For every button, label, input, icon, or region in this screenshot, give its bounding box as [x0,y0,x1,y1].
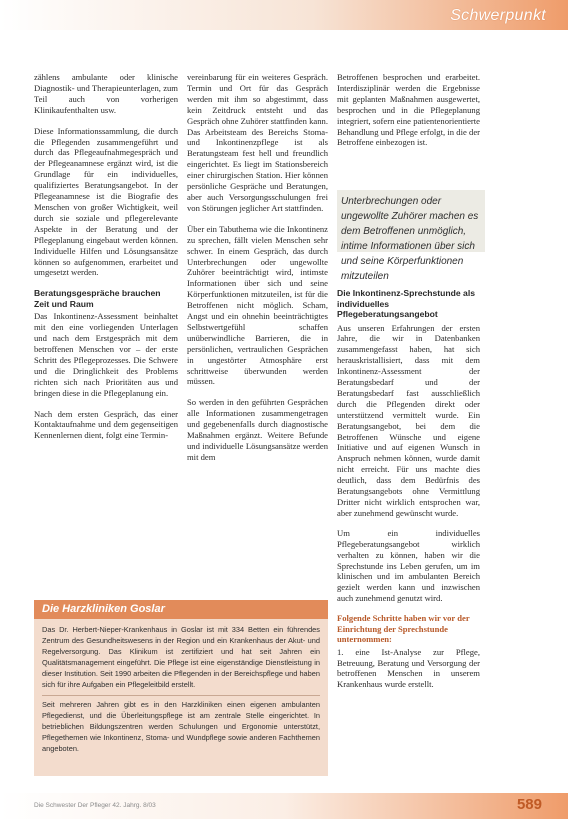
footer-publication: Die Schwester Der Pfleger 42. Jahrg. 8/03 [34,802,156,809]
page-number: 589 [516,796,542,813]
info-box [34,600,328,776]
paragraph: Nach dem ersten Gespräch, das einer Kontaktaufnahme und dem gegenseitigen Kennenlernen dient, folgt eine Termin- [34,408,178,441]
info-box-paragraph: Seit mehreren Jahren gibt es in den Harzkliniken einen eigenen ambulanten Pflegedienst, und die Überleitungspflege ist am zentrale Stelle eingerichtet. In betrieblichen Bildungszentren werden Schulungen und Ergonomie unterstützt, Pflegethemen wie Inkontinenz, Stoma- und Wundpflege sowie anderen Fachthemen angeboten. [42,700,320,754]
subheading: Beratungsgespräche brauchen Zeit und Raum [34,288,161,309]
paragraph: Das Inkontinenz-Assessment beinhaltet mit den eine vorliegenden Unterlagen und nach dem Erstgespräch mit dem betroffenen Menschen vor – der erste Schritt des Pflegeprozesses. Die Schwere und die Dringlichkeit des Problems richten sich nach Prioritäten aus und bringen diese in die Pflegeplanung ein. [34,311,178,398]
paragraph: Betroffenen besprochen und erarbeitet. Interdisziplinär werden die Ergebnisse mit geplanten Maßnahmen ausgewertet, besprochen und in die Pflegeplanung integriert, sofern eine patientenorientierte Behandlung und Pflege erfolgt, in die der Betroffene einbezogen ist. [337,72,480,148]
paragraph: Um ein individuelles Pflegeberatungsangebot wirklich verhalten zu können, haben wir die Sprechstunde ins Leben gerufen, um im klinischen und im ambulanten Bereich gezielt werden kann und inzwischen auch zunehmend genutzt wird. [337,527,480,604]
paragraph: Aus unseren Erfahrungen der ersten Jahre, die wir in Datenbanken zusammengefasst haben, hat sich herauskristallisiert, dass mit dem Inkontinenz-Assessment der Beratungsbedarf und der Beratungsbedarf fast ausschließlich durch die Pflegenden direkt oder unterstützend vermittelt wurde. Ein Beratungsangebot, bei dem die Betroffenen Wünsche und eigene Initiative und auf eigenen Wunsch in Anspruch nehmen können, wurde damit nicht erreicht. Für uns machte dies deutlich, dass dem Bedürfnis des Beratungsangebots ohne Vermittlung Dritter nicht wirklich entsprochen war, aber zunehmend gewünscht wurde. [337,322,480,518]
pull-quote: Unterbrechungen oder ungewollte Zuhörer machen es dem Betroffenen unmöglich, intime Informationen über sich und seine Körperfunktionen mitzuteilen [337,190,485,252]
column-1 [34,72,178,451]
paragraph: vereinbarung für ein weiteres Gespräch. Termin und Ort für das Gespräch werden mit ihm so abgestimmt, dass kein Zeitdruck entsteht und das Gespräch ohne Zuhörer stattfinden kann. Das Arbeitsteam des Bereichs Stoma- und Inkontinenzpflege ist als Beratungsteam fest hell und freundlich eingerichtet. Es liegt im Stationsbereich einer chirurgischen Station. Hier können persönliche Gespräche und Beratungen, aber auch Versorgungsschulungen frei von Störungen jeglicher Art stattfinden. [187,72,328,213]
column-3-top [337,72,480,158]
paragraph: zählens ambulante oder klinische Diagnostik- und Therapieunterlagen, zum Teil auch von vorherigen Klinikaufenthalten usw. [34,72,178,115]
paragraph: 1. eine Ist-Analyse zur Pflege, Betreuung, Beratung und Versorgung der betroffenen Menschen in unserem Krankenhaus wurde erstellt. [337,646,480,690]
info-box-paragraph: Das Dr. Herbert-Nieper-Krankenhaus in Goslar ist mit 334 Betten ein führendes Zentrum des Gesundheitswesens in der Region und ein Krankenhaus der Akut- und Regelversorgung. Das Klinikum ist zertifiziert und hat seit Jahren ein Qualitätsmanagement eingeführt. Die Pflege ist eine eigenständige Dienstleistung in dieser Institution. Seit 1990 arbeiten die Pflegenden in der Bereichspflege und haben sich für ihre Aufgaben ein Pflegeleitbild erstellt. [42,625,320,689]
info-box-title: Die Harzkliniken Goslar [34,600,328,619]
info-box-body [34,619,328,755]
paragraph: Über ein Tabuthema wie die Inkontinenz zu sprechen, fällt vielen Menschen sehr schwer. In einem Gespräch, das durch Unterbrechungen oder ungewollte Zuhörer beeinträchtigt wird, intimste Informationen über sich und seine Körperfunktionen mitzuteilen, ist für die Betroffenen nicht möglich. Scham, Angst und ein ohnehin beeinträchtigtes Selbstwertgefühl schaffen unüberwindliche Barrieren, die in persönlichen, vertraulichen Gesprächen in ungestörter Atmosphäre erst schrittweise überwunden werden müssen. [187,223,328,387]
divider [42,695,320,696]
column-3-body [337,288,480,699]
paragraph: Diese Informationssammlung, die durch die Pflegenden zusammengeführt und durch das Pflegeaufnahmegespräch und der Pflegeanamnese ergänzt wird, ist die Grundlage für ein individuelles, qualifiziertes Beratungsangebot. In der Pflegeanamnese ist die Biografie des Menschen von großer Wichtigkeit, weil durch sie soziale und pflegerelevante Aspekte in der Beratung und der Pflegeplanung eingebaut werden können. Individuelle Hilfen und Lösungsansätze können so aufgenommen, erarbeitet und umgesetzt werden. [34,125,178,278]
subheading: Die Inkontinenz-Sprechstunde als individuelles Pflegeberatungsangebot [337,288,475,319]
section-title: Schwerpunkt [450,7,546,24]
steps-heading: Folgende Schritte haben wir vor der Einrichtung der Sprechstunde unternommen: [337,613,470,645]
column-2 [187,72,328,473]
paragraph: So werden in den geführten Gesprächen alle Informationen zusammengetragen und gegebenenfalls durch diagnostische Maßnahmen ergänzt. Weitere Befunde und individuelle Lösungsansätze werden mit dem [187,397,328,462]
